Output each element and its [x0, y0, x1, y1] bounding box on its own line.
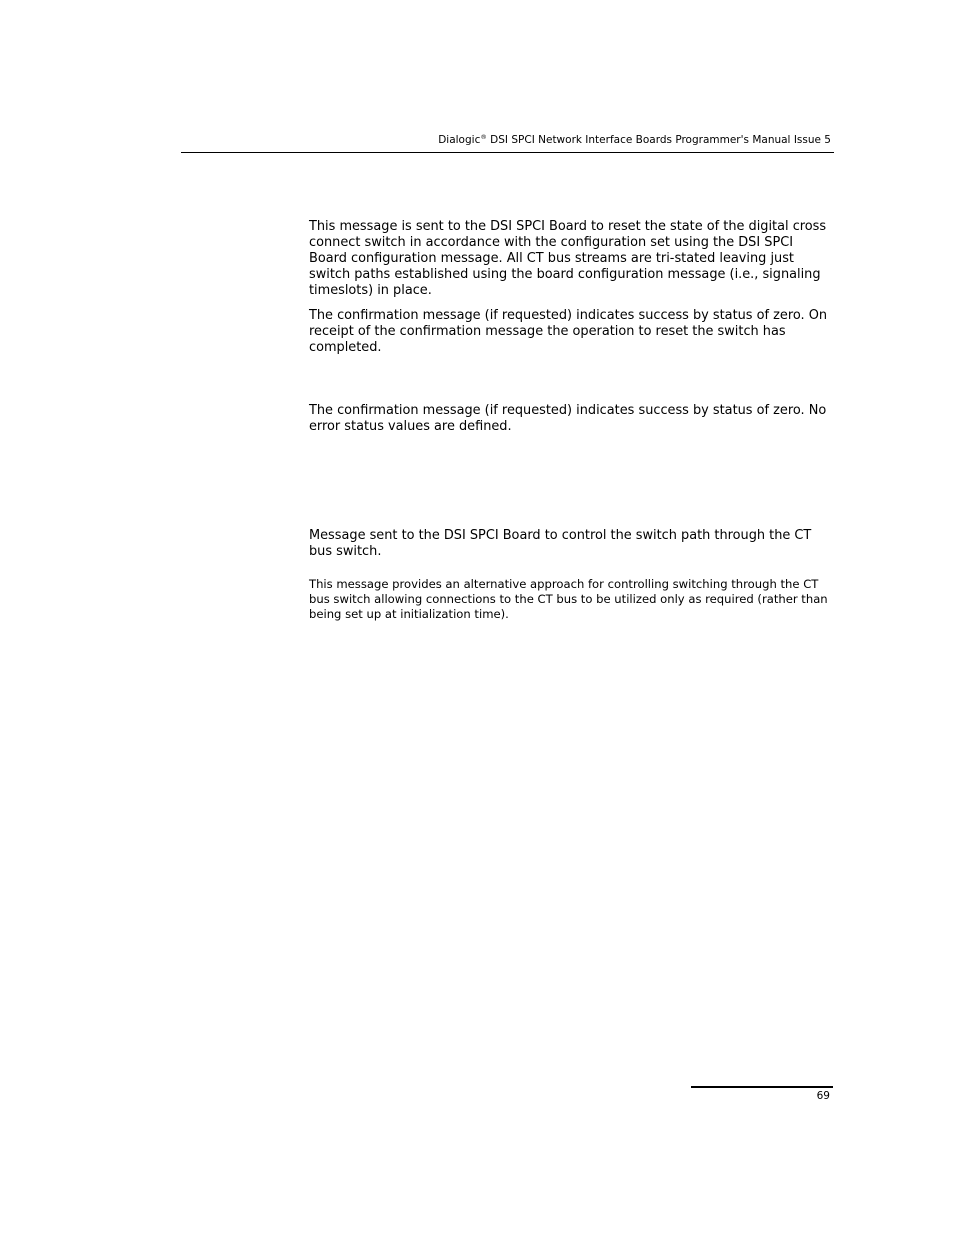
paragraph-switch-control-note: This message provides an alternative approach for controlling switching through the CT bus switch allowing connections to the CT bus to be utilized only as required (rather than being set up at initialization time).: [309, 577, 828, 622]
running-header: [438, 133, 831, 147]
paragraph-reset-switch-confirmation: The confirmation message (if requested) indicates success by status of zero. On receipt of the confirmation message the operation to reset the switch has completed.: [309, 308, 828, 356]
paragraph-reset-switch-status: The confirmation message (if requested) indicates success by status of zero. No error status values are defined.: [309, 403, 827, 435]
header-brand: Dialogic: [438, 134, 481, 146]
registered-trademark: ®: [480, 133, 487, 141]
header-divider: [181, 152, 834, 153]
footer-divider: [691, 1086, 833, 1088]
paragraph-switch-control-description: Message sent to the DSI SPCI Board to control the switch path through the CT bus switch.: [309, 528, 812, 560]
header-title: DSI SPCI Network Interface Boards Programmer's Manual Issue 5: [486, 134, 831, 146]
page-number: 69: [816, 1090, 830, 1102]
paragraph-reset-switch-description: This message is sent to the DSI SPCI Board to reset the state of the digital cross connect switch in accordance with the configuration set using the DSI SPCI Board configuration message. All CT bus streams are tri-stated leaving just switch paths established using the board configuration message (i.e., signaling timeslots) in place.: [309, 219, 827, 299]
